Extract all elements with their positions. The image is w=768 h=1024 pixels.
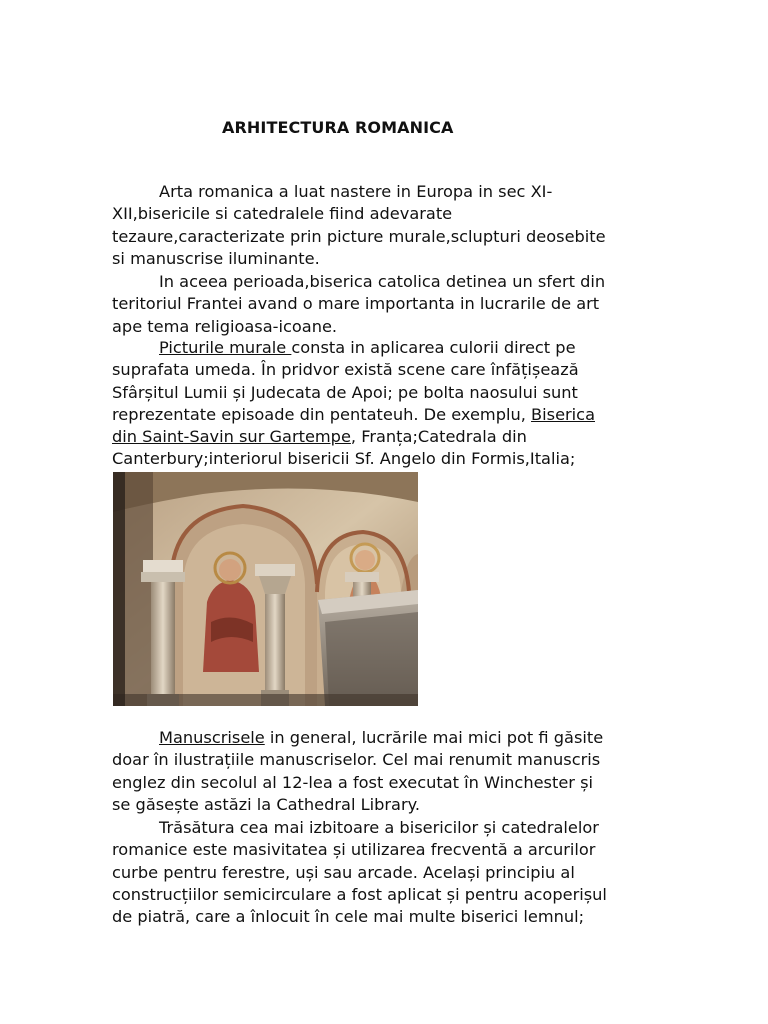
text-line: XII,bisericile si catedralele fiind adevarate xyxy=(112,204,453,224)
text-line: doar în ilustrațiile manuscriselor. Cel mai renumit manuscris xyxy=(112,750,601,770)
paragraph-catholic-church xyxy=(112,271,652,338)
text-line: se găsește astăzi la Cathedral Library. xyxy=(112,794,421,814)
manuscrisele-link[interactable]: Manuscrisele xyxy=(159,728,265,747)
apse-fresco-photo xyxy=(113,472,418,706)
text-span: consta in aplicarea culorii direct pe xyxy=(291,338,576,357)
paragraph-mural-paintings xyxy=(112,337,652,471)
saint-savin-link-cont[interactable]: din Saint-Savin sur Gartempe xyxy=(112,427,351,447)
text-line: suprafata umeda. În pridvor există scene care înfățișează xyxy=(112,360,579,380)
page-title: ARHITECTURA ROMANICA xyxy=(222,118,454,137)
text-line: romanice este masivitatea și utilizarea frecventă a arcurilor xyxy=(112,840,596,860)
text-line: Sfârșitul Lumii și Judecata de Apoi; pe bolta naosului sunt xyxy=(112,382,578,402)
text-line: si manuscrise iluminante. xyxy=(112,248,320,268)
saint-savin-link[interactable]: Biserica xyxy=(531,404,595,424)
text-line xyxy=(112,337,652,359)
paragraph-manuscripts xyxy=(112,727,652,816)
paragraph-intro xyxy=(112,181,652,270)
text-line: de piatră, care a înlocuit în cele mai multe biserici lemnul; xyxy=(112,907,585,927)
text-line xyxy=(112,404,652,426)
paragraph-massiveness xyxy=(112,817,652,928)
text-span: reprezentate episoade din pentateuh. De exemplu, xyxy=(112,404,532,424)
text-span: in general, lucrările mai mici pot fi găsite xyxy=(264,728,604,747)
text-line: teritoriul Frantei avand o mare importanta in lucrarile de art xyxy=(112,294,600,314)
text-line: Trăsătura cea mai izbitoare a bisericilor și catedralelor xyxy=(159,818,599,837)
text-line: Arta romanica a luat nastere in Europa in sec XI- xyxy=(159,182,553,201)
text-line: tezaure,caracterizate prin picture murale,sclupturi deosebite xyxy=(112,226,606,246)
text-line: englez din secolul al 12-lea a fost executat în Winchester și xyxy=(112,772,594,792)
text-line: construcțiilor semicirculare a fost aplicat și pentru acoperișul xyxy=(112,884,607,904)
text-line: Canterbury;interiorul bisericii Sf. Angelo din Formis,Italia; xyxy=(112,449,576,469)
text-line xyxy=(112,727,652,749)
text-line: In aceea perioada,biserica catolica detinea un sfert din xyxy=(159,272,606,291)
text-line xyxy=(112,426,652,448)
text-span: , Franța;Catedrala din xyxy=(350,427,527,447)
picturile-murale-link[interactable]: Picturile murale xyxy=(159,338,292,357)
text-line: curbe pentru ferestre, uși sau arcade. Același principiu al xyxy=(112,862,575,882)
text-line: ape tema religioasa-icoane. xyxy=(112,316,338,336)
